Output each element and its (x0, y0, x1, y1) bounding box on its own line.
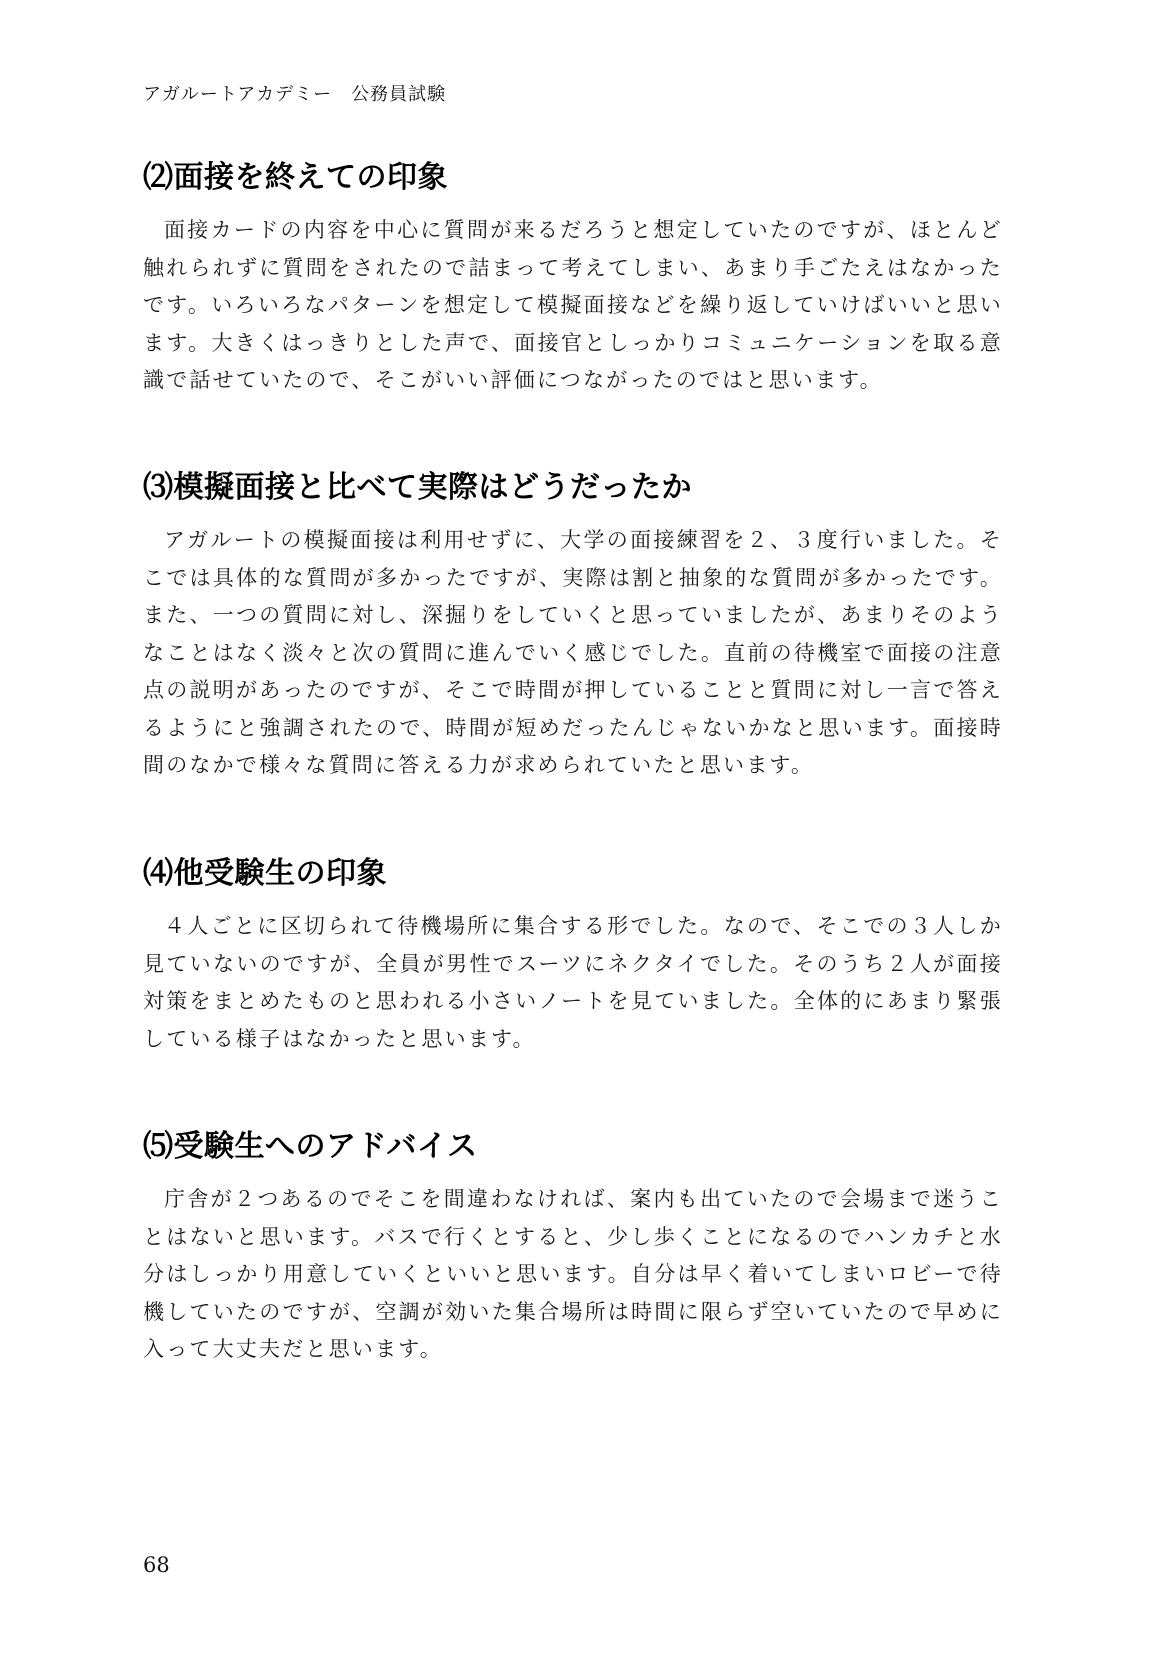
section-other-candidates (143, 854, 1003, 1058)
section-heading: ⑵面接を終えての印象 (143, 160, 448, 195)
section-body: 面接カードの内容を中心に質問が来るだろうと想定していたのですが、ほとんど触れられずに質問をされたので詰まって考えてしまい、あまり手ごたえはなかったです。いろいろなパターンを想定して模擬面接などを繰り返していけばいいと思います。大きくはっきりとした声で、面接官としっかりコミュニケーションを取る意識で話せていたので、そこがいい評価につながったのではと思います。 (143, 218, 1003, 392)
section-impression-after-interview (143, 158, 1003, 400)
section-heading: ⑷他受験生の印象 (143, 856, 387, 891)
section-advice (143, 1127, 1003, 1369)
section-body: 庁舎が２つあるのでそこを間違わなければ、案内も出ていたので会場まで迷うことはないと思います。バスで行くとすると、少し歩くことになるのでハンカチと水分はしっかり用意していくといいと思います。自分は早く着いてしまいロビーで待機していたのですが、空調が効いた集合場所は時間に限らず空いていたので早めに入って大丈夫だと思います。 (143, 1187, 1003, 1361)
section-body: アガルートの模擬面接は利用せずに、大学の面接練習を２、３度行いました。そこでは具体的な質問が多かったですが、実際は割と抽象的な質問が多かったです。また、一つの質問に対し、深掘りをしていくと思っていましたが、あまりそのようなことはなく淡々と次の質問に進んでいく感じでした。直前の待機室で面接の注意点の説明があったのですが、そこで時間が押していることと質問に対し一言で答えるようにと強調されたので、時間が短めだったんじゃないかなと思います。面接時間のなかで様々な質問に答える力が求められていたと思います。 (143, 528, 1003, 777)
section-mock-vs-actual (143, 468, 1003, 785)
page-number: 68 (143, 1553, 170, 1577)
section-body: ４人ごとに区切られて待機場所に集合する形でした。なので、そこでの３人しか見ていないのですが、全員が男性でスーツにネクタイでした。そのうち２人が面接対策をまとめたものと思われる小さいノートを見ていました。全体的にあまり緊張している様子はなかったと思います。 (143, 914, 1003, 1051)
section-heading: ⑶模擬面接と比べて実際はどうだったか (143, 470, 692, 505)
running-header: アガルートアカデミー 公務員試験 (143, 84, 447, 105)
section-heading: ⑸受験生へのアドバイス (143, 1129, 478, 1164)
